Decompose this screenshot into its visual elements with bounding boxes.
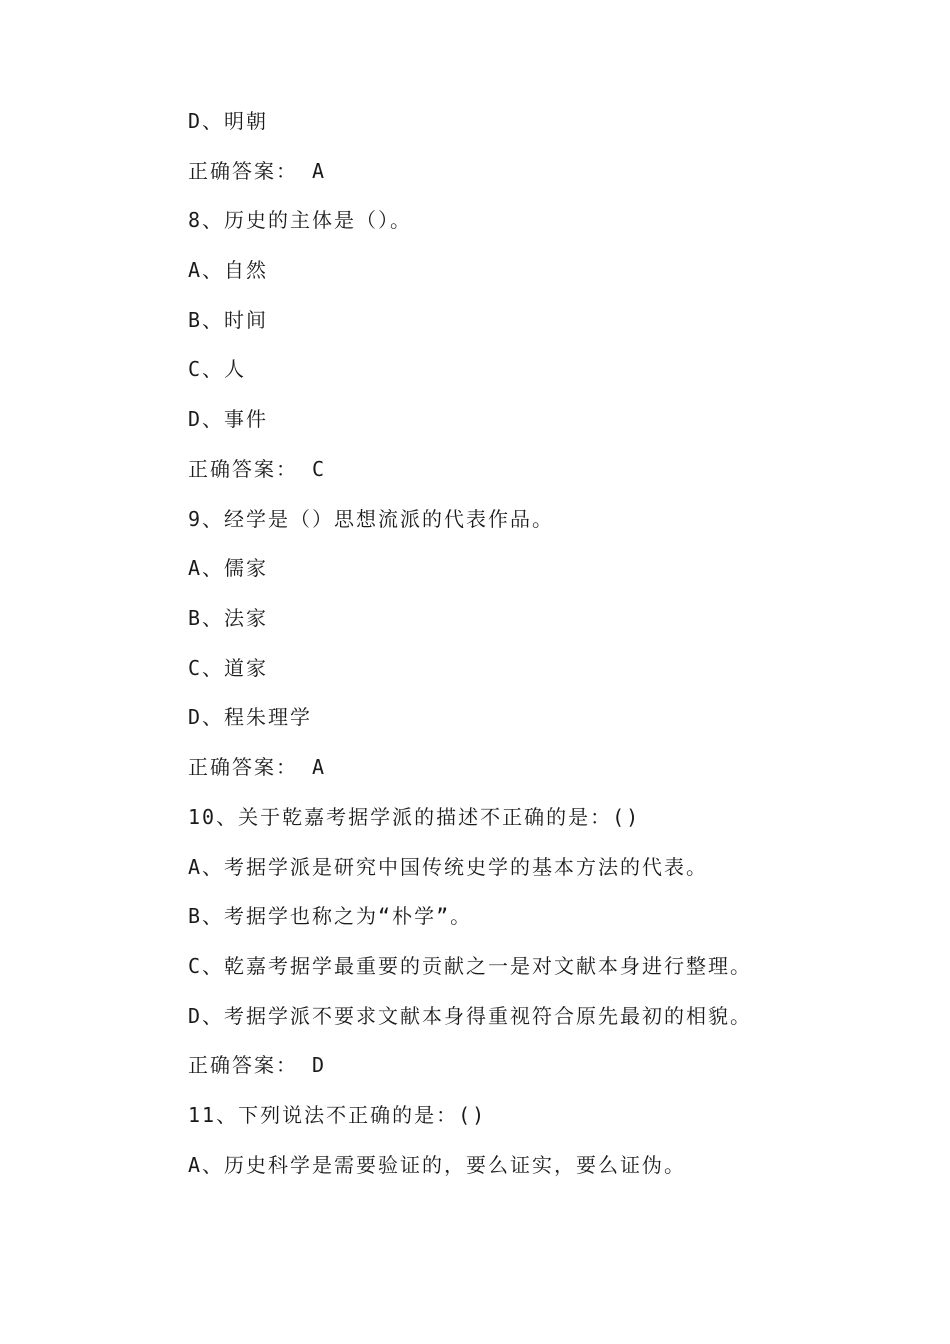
answer-9: 正确答案： A: [188, 755, 327, 779]
answer-10: 正确答案： D: [188, 1053, 327, 1077]
option-10-a: A、考据学派是研究中国传统史学的基本方法的代表。: [188, 855, 709, 879]
option-9-d: D、程朱理学: [188, 705, 313, 729]
option-8-c: C、人: [188, 357, 247, 381]
option-11-a: A、历史科学是需要验证的，要么证实，要么证伪。: [188, 1153, 687, 1177]
option-7-d: D、明朝: [188, 109, 269, 133]
option-9-b: B、法家: [188, 606, 269, 630]
option-9-c: C、道家: [188, 656, 269, 680]
answer-7: 正确答案： A: [188, 159, 327, 183]
option-10-c: C、乾嘉考据学最重要的贡献之一是对文献本身进行整理。: [188, 954, 753, 978]
question-9: 9、经学是（）思想流派的代表作品。: [188, 507, 555, 531]
option-8-d: D、事件: [188, 407, 269, 431]
option-10-b: B、考据学也称之为“朴学”。: [188, 904, 473, 928]
option-8-a: A、自然: [188, 258, 269, 282]
question-11: 11、下列说法不正确的是：(): [188, 1103, 487, 1127]
question-8: 8、历史的主体是（）。: [188, 208, 413, 232]
option-9-a: A、儒家: [188, 556, 269, 580]
answer-8: 正确答案： C: [188, 457, 327, 481]
option-8-b: B、时间: [188, 308, 269, 332]
question-10: 10、关于乾嘉考据学派的描述不正确的是：(): [188, 805, 641, 829]
option-10-d: D、考据学派不要求文献本身得重视符合原先最初的相貌。: [188, 1004, 753, 1028]
